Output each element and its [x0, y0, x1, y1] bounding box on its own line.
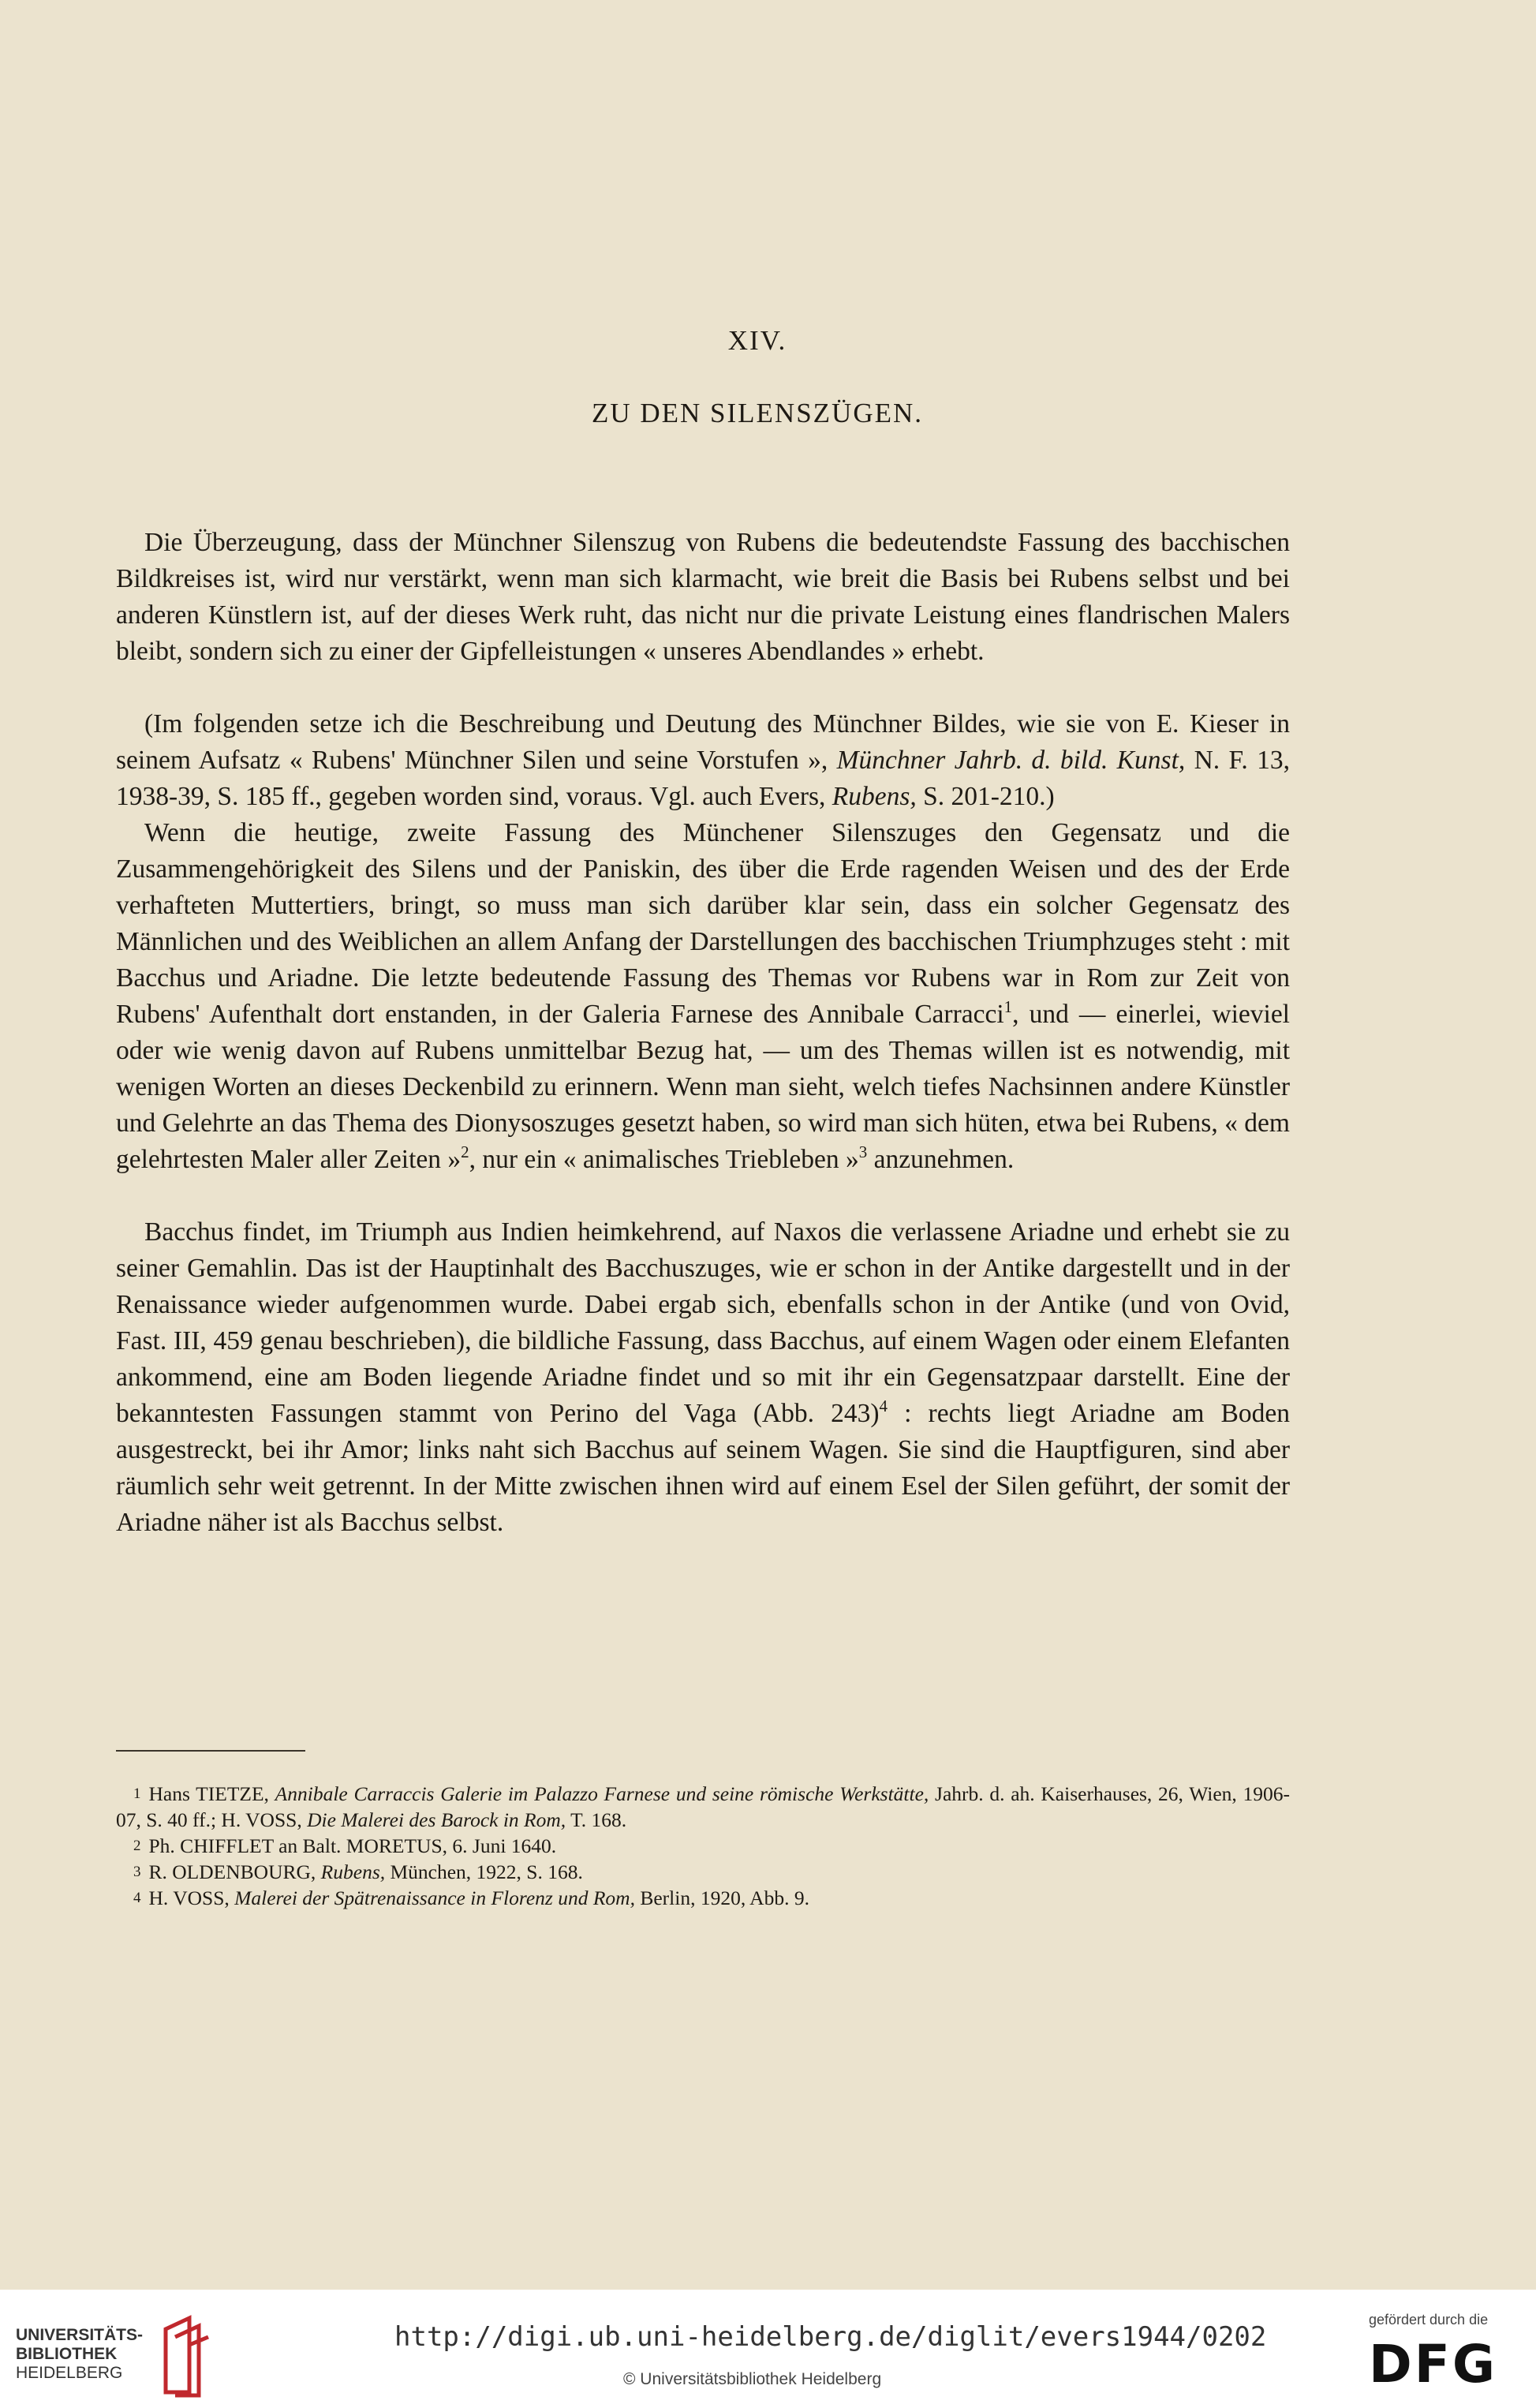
footnote-ref-2[interactable]: 2	[461, 1142, 469, 1161]
footnote-3: 3 R. OLDENBOURG, Rubens, München, 1922, S. 168.	[133, 1860, 583, 1883]
funding-label: gefördert durch die	[1369, 2312, 1489, 2328]
paragraph-3: Wenn die heutige, zweite Fassung des Münchener Silenszuges den Gegensatz und die Zusammengehörigkeit des Silens und der Paniskin, des über die Erde ragenden Weisen und des der Erde verhafteten Muttertiers, bringt, so muss man sich darüber klar sein, dass ein solcher Gegensatz des Männlichen und des Weiblichen an allem Anfang der Darstellungen des bacchischen Triumphzuges steht : mit Bacchus und Ariadne. Die letzte bedeutende Fassung des Themas vor Rubens war in Rom zur Zeit von Rubens' Aufenthalt dort enstanden, in der Galeria Farnese des Annibale Carracci$^1$, und — einerlei, wieviel oder wie wenig davon auf Rubens unmittelbar Bezug hat, — um des Themas willen ist es notwendig, mit wenigen Worten an dieses Deckenbild zu erinnern. Wenn man sieht, welch tiefes Nachsinnen andere Künstler und Gelehrte an das Thema des Dionysoszuges gesetzt haben, so wird man sich hüten, etwa bei Rubens, « dem gelehrtesten Maler aller Zeiten »$^2$, nur ein « animalisches Triebleben »$^3$ anzunehmen.	[116, 818, 1290, 1174]
dfg-logo: DFG	[1369, 2334, 1498, 2395]
digital-library-footer	[0, 2290, 1536, 2408]
copyright-notice: © Universitätsbibliothek Heidelberg	[623, 2370, 882, 2388]
footnote-ref-1[interactable]: 1	[1003, 997, 1013, 1016]
footnote-2: 2 Ph. CHIFFLET an Balt. MORETUS, 6. Juni 1640.	[133, 1834, 557, 1857]
chapter-title: ZU DEN SILENSZÜGEN.	[591, 398, 924, 428]
paragraph-4: Bacchus findet, im Triumph aus Indien heimkehrend, auf Naxos die verlassene Ariadne und erhebt sie zu seiner Gemahlin. Das ist der Hauptinhalt des Bacchuszuges, wie er schon in der Antike dargestellt und in der Renaissance wieder aufgenommen wurde. Dabei ergab sich, ebenfalls schon in der Antike (und von Ovid, Fast. III, 459 genau beschrieben), die bildliche Fassung, dass Bacchus, auf einem Wagen oder einem Elefanten ankommend, eine am Boden liegende Ariadne findet und so mit ihr ein Gegensatzpaar darstellt. Eine der bekanntesten Fassungen stammt von Perino del Vaga (Abb. 243)$^4$ : rechts liegt Ariadne am Boden ausgestreckt, bei ihr Amor; links naht sich Bacchus auf seinem Wagen. Sie sind die Hauptfiguren, sind aber räumlich sehr weit getrennt. In der Mitte zwischen ihnen wird auf einem Esel der Silen geführt, der somit der Ariadne näher ist als Bacchus selbst.	[116, 1217, 1290, 1537]
footnote-4: 4 H. VOSS, Malerei der Spätrenaissance in Florenz und Rom, Berlin, 1920, Abb. 9.	[133, 1886, 809, 1909]
body-text	[116, 525, 1290, 1541]
library-name: UNIVERSITÄTS- BIBLIOTHEK HEIDELBERG	[16, 2326, 144, 2382]
paragraph-2: (Im folgenden setze ich die Beschreibung und Deutung des Münchner Bildes, wie sie von E. Kieser in seinem Aufsatz « Rubens' Münchner Silen und seine Vorstufen », Münchner Jahrb. d. bild. Kunst, N. F. 13, 1938-39, S. 185 ff., gegeben worden sind, voraus. Vgl. auch Evers, Rubens, S. 201-210.)	[116, 709, 1290, 811]
footnote-ref-4[interactable]: 4	[879, 1397, 888, 1415]
footnote-ref-3[interactable]: 3	[858, 1142, 868, 1161]
footnotes	[116, 1781, 1290, 1911]
permalink-url[interactable]: http://digi.ub.uni-heidelberg.de/diglit/evers1944/0202	[394, 2321, 1267, 2353]
chapter-number: XIV.	[727, 325, 787, 356]
footnote-1: 1 Hans TIETZE, Annibale Carraccis Galerie im Palazzo Farnese und seine römische Werkstätte, Jahrb. d. ah. Kaiserhauses, 26, Wien, 1906-07, S. 40 ff.; H. VOSS, Die Malerei des Barock in Rom, T. 168.	[116, 1782, 1290, 1831]
paragraph-1: Die Überzeugung, dass der Münchner Silenszug von Rubens die bedeutendste Fassung des bacchischen Bildkreises ist, wird nur verstärkt, wenn man sich klarmacht, wie breit die Basis bei Rubens selbst und bei anderen Künstlern ist, auf der dieses Werk ruht, das nicht nur die private Leistung eines flandrischen Malers bleibt, sondern sich zu einer der Gipfelleistungen « unseres Abendlandes » erhebt.	[116, 528, 1290, 666]
library-logo-icon	[158, 2313, 213, 2400]
footnote-divider	[116, 1750, 305, 1752]
